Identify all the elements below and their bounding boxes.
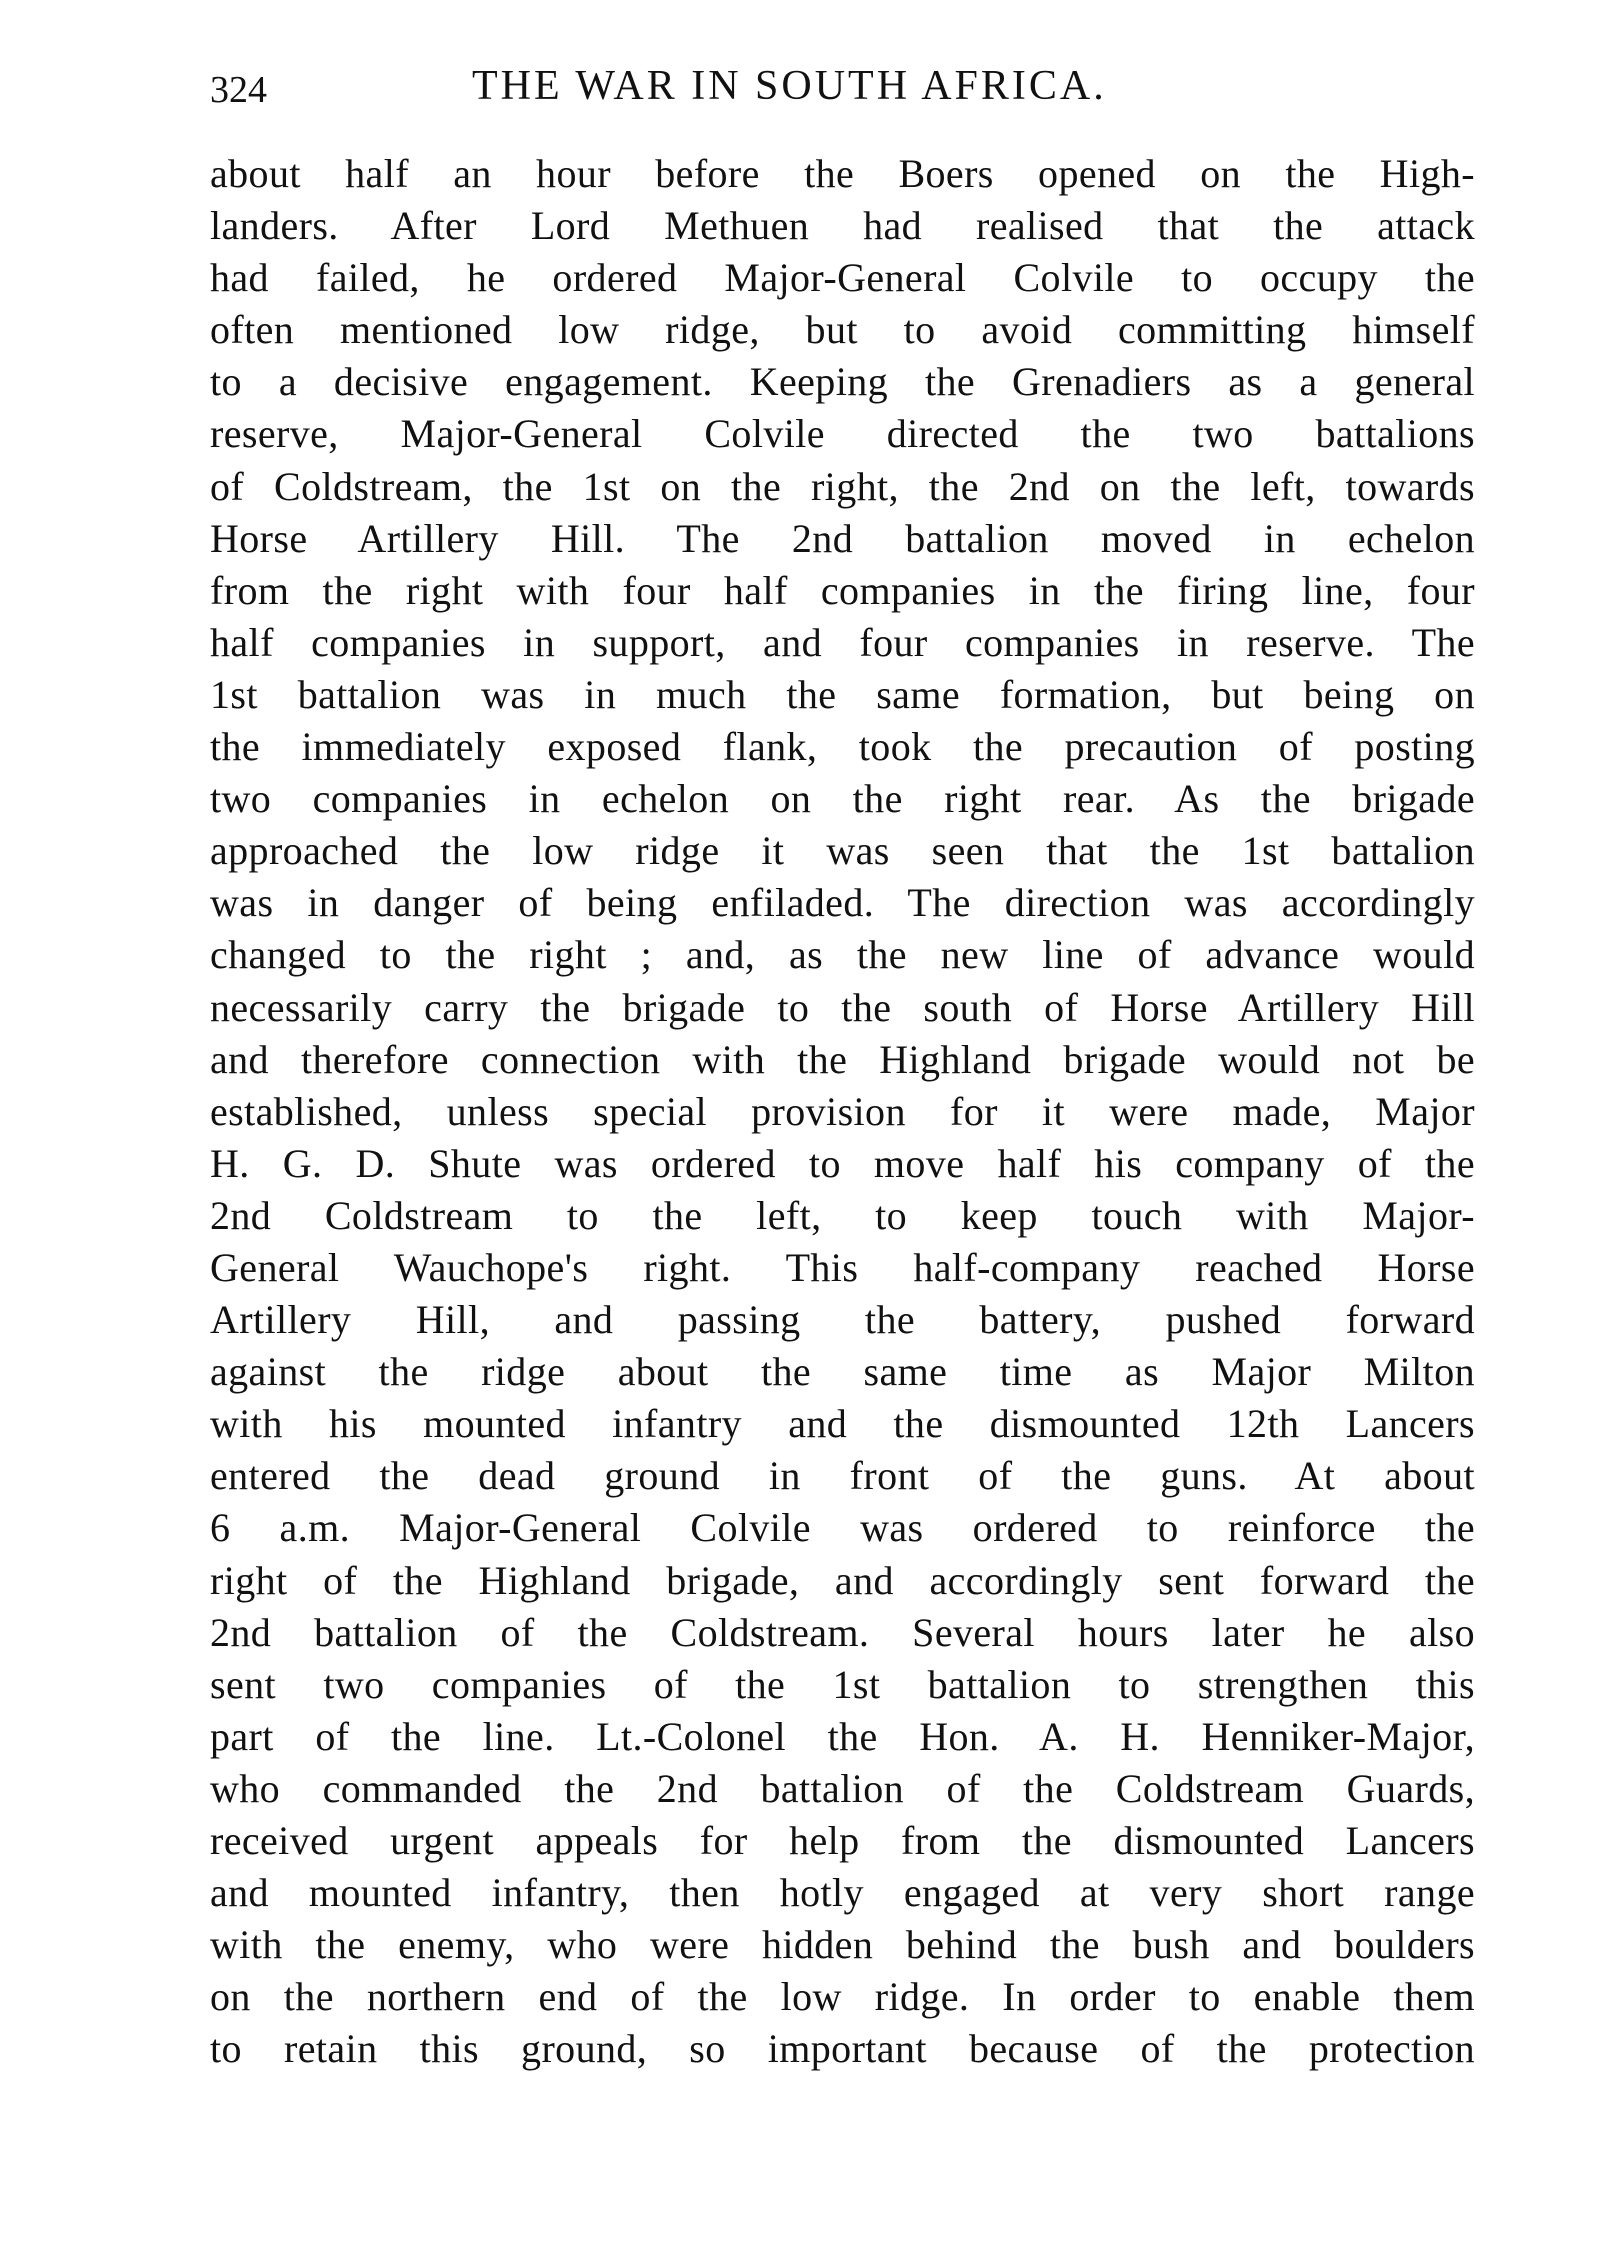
text-line-content: 2nd battalion of the Coldstream. Several hours later he also xyxy=(210,1609,1475,1655)
text-line-content: about half an hour before the Boers opened on the High- xyxy=(210,151,1475,196)
text-line-content: landers. After Lord Methuen had realised that the attack xyxy=(210,203,1475,249)
text-line-content: changed to the right ; and, as the new line of advance would xyxy=(210,932,1475,978)
text-line xyxy=(210,148,1475,200)
text-line-content: on the northern end of the low ridge. In order to enable them xyxy=(210,1974,1475,2020)
text-line xyxy=(210,1138,1475,1190)
text-line-content: was in danger of being enfiladed. The direction was accordingly xyxy=(210,880,1475,926)
text-line xyxy=(210,1763,1475,1815)
page-number: 324 xyxy=(210,69,267,111)
text-line xyxy=(210,1711,1475,1763)
text-line xyxy=(210,773,1475,825)
text-line-content: 6 a.m. Major-General Colvile was ordered to reinforce the xyxy=(210,1505,1475,1551)
text-line-content: approached the low ridge it was seen that the 1st battalion xyxy=(210,828,1475,874)
text-line xyxy=(210,1294,1475,1346)
text-line-content: sent two companies of the 1st battalion to strengthen this xyxy=(210,1661,1475,1707)
text-line-content: to a decisive engagement. Keeping the Grenadiers as a general xyxy=(210,359,1475,405)
text-line-content: reserve, Major-General Colvile directed the two battalions xyxy=(210,411,1475,457)
text-line xyxy=(210,877,1475,929)
text-line-content: General Wauchope's right. This half-company reached Horse xyxy=(210,1244,1475,1290)
text-line-content: right of the Highland brigade, and accordingly sent forward the xyxy=(210,1557,1475,1603)
text-line xyxy=(210,1086,1475,1138)
text-line xyxy=(210,1034,1475,1086)
text-line xyxy=(210,1346,1475,1398)
text-line-content: necessarily carry the brigade to the south of Horse Artillery Hill xyxy=(210,984,1475,1030)
text-line-content: against the ridge about the same time as Major Milton xyxy=(210,1349,1475,1395)
text-line-content: with the enemy, who were hidden behind the bush and boulders xyxy=(210,1922,1475,1968)
text-line xyxy=(210,252,1475,304)
text-line xyxy=(210,1659,1475,1711)
text-line-content: of Coldstream, the 1st on the right, the 2nd on the left, towards xyxy=(210,463,1475,509)
running-title: THE WAR IN SOUTH AFRICA. xyxy=(472,63,1107,109)
text-line xyxy=(210,1555,1475,1607)
text-line xyxy=(210,1815,1475,1867)
text-line xyxy=(210,1450,1475,1502)
text-line-content: entered the dead ground in front of the guns. At about xyxy=(210,1453,1475,1499)
text-line-content: Artillery Hill, and passing the battery, pushed forward xyxy=(210,1297,1475,1343)
text-line xyxy=(210,1502,1475,1554)
text-line-content: to retain this ground, so important because of the protection xyxy=(210,2026,1475,2072)
text-line xyxy=(210,461,1475,513)
text-line-content: Horse Artillery Hill. The 2nd battalion moved in echelon xyxy=(210,515,1475,561)
text-line-content: part of the line. Lt.-Colonel the Hon. A. H. Henniker-Major, xyxy=(210,1713,1475,1759)
text-line-content: from the right with four half companies in the firing line, four xyxy=(210,567,1475,613)
text-line xyxy=(210,1867,1475,1919)
text-line xyxy=(210,1242,1475,1294)
text-line xyxy=(210,1190,1475,1242)
text-line xyxy=(210,304,1475,356)
text-line xyxy=(210,1971,1475,2023)
text-line-content: who commanded the 2nd battalion of the Coldstream Guards, xyxy=(210,1765,1475,1811)
text-line xyxy=(210,200,1475,252)
text-line-content: the immediately exposed flank, took the precaution of posting xyxy=(210,724,1475,770)
text-line-content: H. G. D. Shute was ordered to move half his company of the xyxy=(210,1140,1475,1186)
page-header xyxy=(210,62,1475,122)
text-line-content: often mentioned low ridge, but to avoid committing himself xyxy=(210,307,1475,353)
text-line-content: 2nd Coldstream to the left, to keep touch with Major- xyxy=(210,1192,1475,1238)
text-line xyxy=(210,721,1475,773)
text-line-content: established, unless special provision for it were made, Major xyxy=(210,1088,1475,1134)
text-line xyxy=(210,982,1475,1034)
text-line-content: and mounted infantry, then hotly engaged at very short range xyxy=(210,1870,1475,1916)
text-line xyxy=(210,825,1475,877)
text-line xyxy=(210,408,1475,460)
text-line xyxy=(210,2023,1475,2075)
text-line-content: half companies in support, and four companies in reserve. The xyxy=(210,619,1475,665)
text-line-content: 1st battalion was in much the same formation, but being on xyxy=(210,671,1475,717)
text-line xyxy=(210,929,1475,981)
text-line xyxy=(210,669,1475,721)
text-line-content: received urgent appeals for help from the dismounted Lancers xyxy=(210,1818,1475,1863)
text-line xyxy=(210,356,1475,408)
text-line-content: two companies in echelon on the right rear. As the brigade xyxy=(210,776,1475,822)
text-line xyxy=(210,565,1475,617)
text-line xyxy=(210,513,1475,565)
text-line xyxy=(210,1919,1475,1971)
text-line-content: had failed, he ordered Major-General Colvile to occupy the xyxy=(210,255,1475,301)
body-text xyxy=(210,148,1475,2075)
text-line xyxy=(210,1398,1475,1450)
text-line-content: and therefore connection with the Highland brigade would not be xyxy=(210,1036,1475,1082)
text-line xyxy=(210,617,1475,669)
text-line-content: with his mounted infantry and the dismounted 12th Lancers xyxy=(210,1401,1475,1447)
text-line xyxy=(210,1607,1475,1659)
